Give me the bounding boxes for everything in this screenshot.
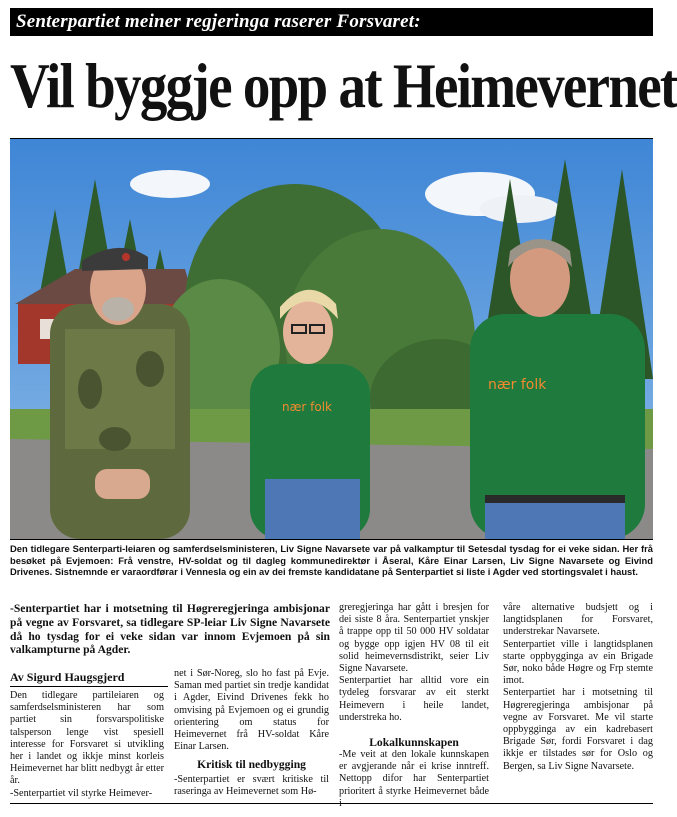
body-paragraph: -Senterpartiet vil styrke Heimever- <box>10 787 153 799</box>
body-paragraph: Senterpartiet har i motsetning til Høgreregjeringa ambisjonar på vegne av Forsvaret. Me vil starte oppbygginga av ein kadrebasert Brigade Sør, fordi Forsvaret i dag ikkje er tilstades sør for Oslo og Bergen, sa Liv Signe Navarsete. <box>503 687 653 772</box>
subheading-kritisk: Kritisk til nedbygging <box>197 758 306 771</box>
body-column-2-continued <box>174 774 329 798</box>
photo-caption: Den tidlegare Senterparti-leiaren og samferdselsministeren, Liv Signe Navarsete var på valkamptur til Setesdal tysdag for ei veke sidan. Her frå besøket på Evjemoen: Frå venstre, HV-soldat og til dagleg kommunedirektør i Åseral, Kåre Einar Larsen, Liv Signe Navarsete og Eivind Drivenes. Sistnemnde er varaordførar i Vennesla og ein av dei fremste kandidatane på Senterpartiet si liste i Agder ved stortingsvalet i haust. <box>10 543 653 578</box>
kicker-banner: Senterpartiet meiner regjeringa raserer Forsvaret: <box>10 8 653 36</box>
body-column-1 <box>10 690 164 798</box>
shirt-logo-text-2: nær folk <box>488 377 547 393</box>
news-photo <box>10 138 653 540</box>
shirt-logo-text: nær folk <box>282 400 332 414</box>
subheading-lokalkunnskapen: Lokalkunnskapen <box>369 736 459 749</box>
body-column-4 <box>503 602 653 786</box>
body-paragraph: -Me veit at den lokale kunnskapen er avgjerande når ei krise inntreff. Nettopp difor har Senterpartiet prioritert å styrke Heimevernet både <box>339 749 489 797</box>
byline-rule <box>10 686 168 687</box>
body-paragraph: Senterpartiet har alltid vore ein tydeleg forsvarar av eit sterkt Heimevern i heile landet, understreka ho. <box>339 675 489 723</box>
photo-illustration <box>10 139 653 539</box>
body-paragraph: greregjeringa har gått i bresjen for dei siste 8 åra. Senterpartiet ynskjer å trappe opp til 50 000 HV soldatar og bygge opp igjen HV 08 til eit solid heimevernsdistrikt, seier Liv Signe Navarsete. <box>339 602 489 675</box>
body-paragraph: net i Sør-Noreg, slo ho fast på Evje. Saman med partiet sin tredje kandidat i Agder, Eivind Drivenes fekk ho omvising på Evjemoen og ei grundig orientering om status for Heimevernet frå HV-soldat Kåre Einar Larsen. <box>174 668 329 753</box>
body-column-3-continued <box>339 749 489 799</box>
body-paragraph: Senterpartiet ville i langtidsplanen starte oppbygginga av ein Brigade Sør, noko både Høgre og Frp stemte imot. <box>503 638 653 687</box>
bottom-rule <box>10 803 653 804</box>
body-column-2 <box>174 668 329 753</box>
headline: Vil byggje opp at Heimevernet <box>10 50 677 121</box>
body-paragraph: -Senterpartiet er svært kritiske til raseringa av Heimevernet som Hø- <box>174 774 329 798</box>
body-paragraph: Den tidlegare partileiaren og samferdselsministeren har som partiet sin forsvarspolitiske talsperson lenge vist spesiell interesse for Forsvaret si utvikling her i landet og ikkje minst korleis Heimevernet har blitt nedbygt år etter år. <box>10 690 164 787</box>
byline: Av Sigurd Haugsgjerd <box>10 670 125 684</box>
body-paragraph: våre alternative budsjett og i langtidsplanen for Forsvaret, understrekar Navarsete. <box>503 602 653 638</box>
lead-paragraph: -Senterpartiet har i motsetning til Høgreregjeringa ambisjonar på vegne av Forsvaret, sa tidlegare SP-leiar Liv Signe Navarsete då ho tysdag for ei veke sidan var innom Evjemoen på sin valkampturne på Agder. <box>10 602 330 657</box>
body-column-3 <box>339 602 489 736</box>
